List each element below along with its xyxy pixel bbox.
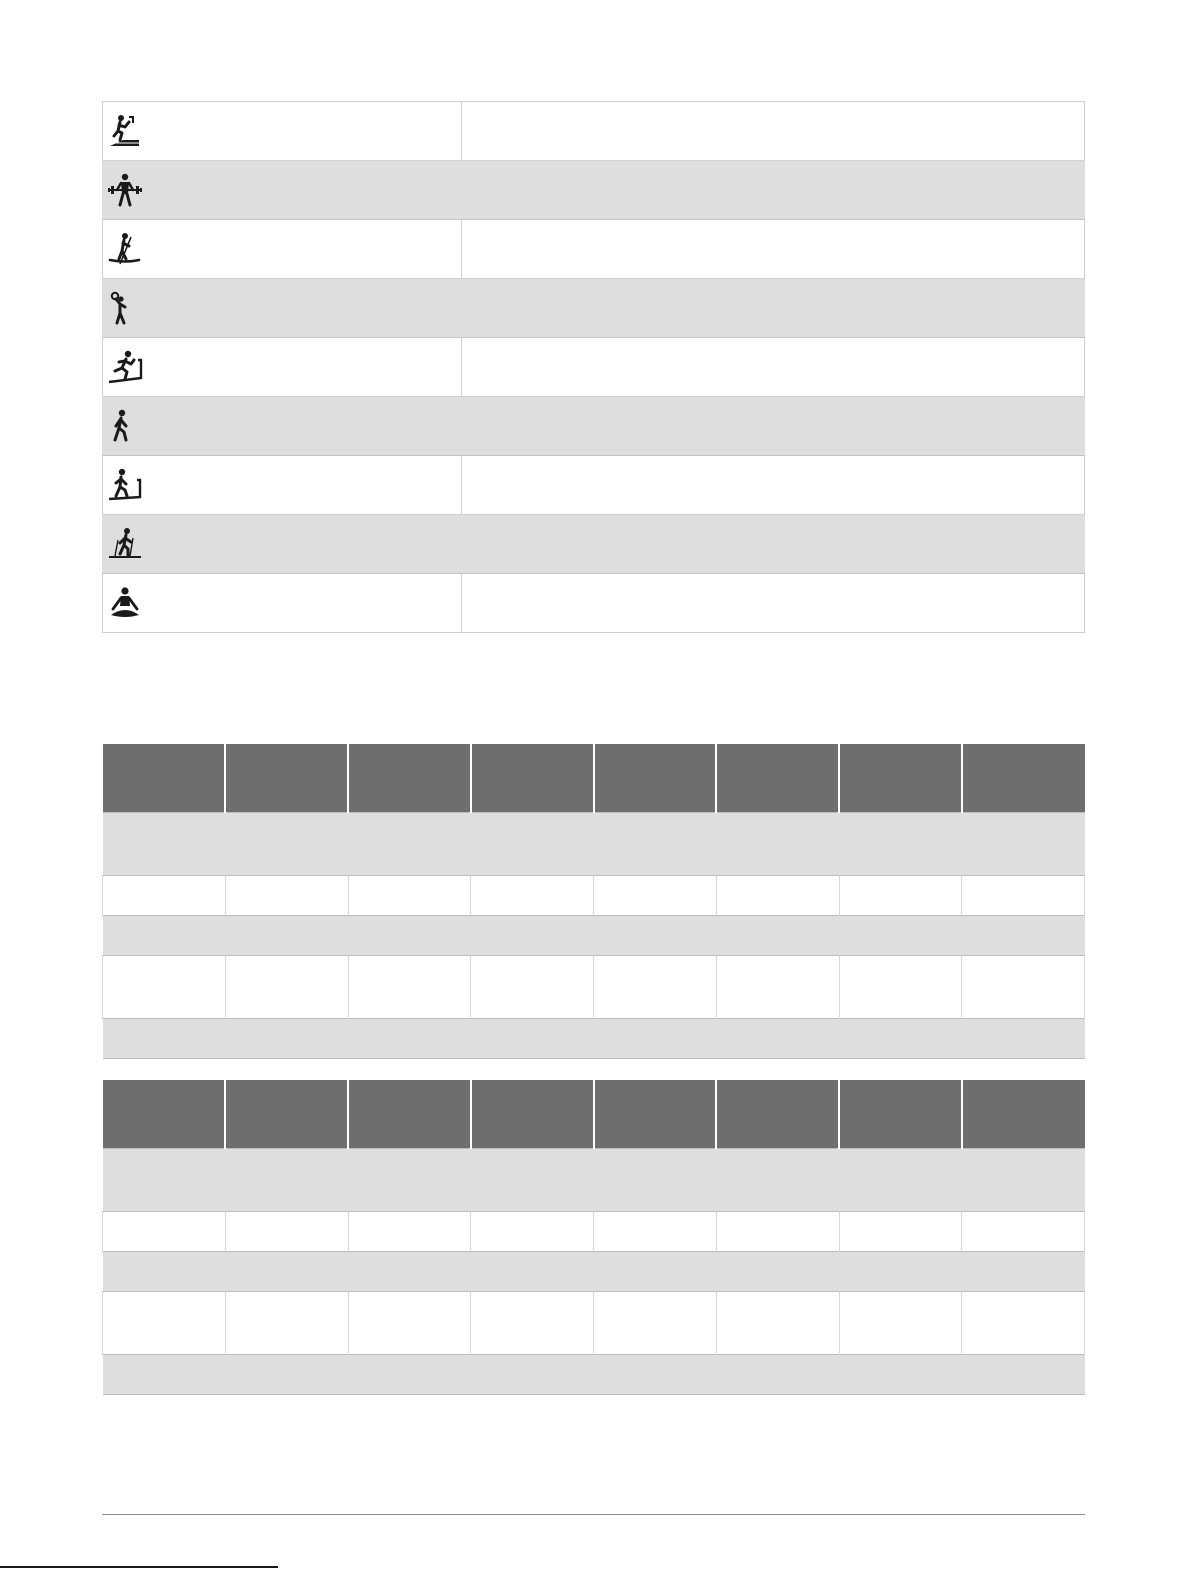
cross-country-skiing-icon bbox=[107, 526, 143, 562]
header-cell bbox=[839, 744, 962, 813]
table-cell bbox=[839, 1292, 962, 1355]
header-cell bbox=[348, 1080, 471, 1149]
stand-up-paddleboarding-icon bbox=[107, 231, 143, 267]
table-cell bbox=[103, 1019, 1085, 1059]
table-cell bbox=[103, 813, 1085, 876]
stair-stepper-icon bbox=[107, 113, 143, 149]
activity-row bbox=[103, 397, 1085, 456]
activity-row bbox=[103, 161, 1085, 220]
table-row bbox=[103, 813, 1085, 876]
table-cell bbox=[103, 876, 226, 916]
header-cell bbox=[716, 1080, 839, 1149]
table-cell bbox=[471, 1292, 594, 1355]
description-cell bbox=[462, 574, 1085, 633]
table-cell bbox=[471, 1212, 594, 1252]
table-cell bbox=[962, 1292, 1085, 1355]
table-cell bbox=[348, 1212, 471, 1252]
table-cell bbox=[962, 1212, 1085, 1252]
activity-row bbox=[103, 102, 1085, 161]
table-row bbox=[103, 1149, 1085, 1212]
header-cell bbox=[103, 744, 226, 813]
table-cell bbox=[103, 1292, 226, 1355]
treadmill-walk-icon bbox=[107, 467, 143, 503]
header-cell bbox=[348, 744, 471, 813]
table-cell bbox=[225, 956, 348, 1019]
table-row bbox=[103, 1292, 1085, 1355]
activity-icon-table bbox=[102, 101, 1085, 633]
icon-cell bbox=[103, 338, 462, 397]
table-cell bbox=[103, 1149, 1085, 1212]
yoga-icon bbox=[107, 585, 143, 621]
table-cell bbox=[471, 876, 594, 916]
activity-row bbox=[103, 515, 1085, 574]
table-cell bbox=[225, 876, 348, 916]
table-header-row bbox=[103, 1080, 1085, 1149]
table-row bbox=[103, 1355, 1085, 1395]
activity-row bbox=[103, 456, 1085, 515]
table-cell bbox=[225, 1292, 348, 1355]
activity-row bbox=[103, 220, 1085, 279]
strength-training-icon bbox=[107, 172, 143, 208]
icon-cell bbox=[103, 279, 1085, 338]
table-row bbox=[103, 1019, 1085, 1059]
table-cell bbox=[839, 956, 962, 1019]
table-cell bbox=[103, 1252, 1085, 1292]
header-cell bbox=[225, 744, 348, 813]
icon-cell bbox=[103, 397, 1085, 456]
table-cell bbox=[103, 956, 226, 1019]
table-header-row bbox=[103, 744, 1085, 813]
table-cell bbox=[716, 956, 839, 1019]
header-cell bbox=[225, 1080, 348, 1149]
table-cell bbox=[716, 876, 839, 916]
icon-cell bbox=[103, 574, 462, 633]
table-cell bbox=[839, 876, 962, 916]
header-cell bbox=[594, 1080, 717, 1149]
data-table-2 bbox=[102, 1080, 1085, 1395]
description-cell bbox=[462, 220, 1085, 279]
table-row bbox=[103, 1252, 1085, 1292]
header-cell bbox=[594, 744, 717, 813]
table-cell bbox=[103, 916, 1085, 956]
table-cell bbox=[716, 1212, 839, 1252]
header-cell bbox=[471, 1080, 594, 1149]
header-cell bbox=[471, 744, 594, 813]
table-row bbox=[103, 916, 1085, 956]
description-cell bbox=[462, 102, 1085, 161]
icon-cell bbox=[103, 220, 462, 279]
table-cell bbox=[103, 1355, 1085, 1395]
table-cell bbox=[594, 956, 717, 1019]
page-edge-rule bbox=[0, 1566, 278, 1568]
table-cell bbox=[594, 1292, 717, 1355]
activity-row bbox=[103, 279, 1085, 338]
activity-row bbox=[103, 574, 1085, 633]
table-cell bbox=[225, 1212, 348, 1252]
table-cell bbox=[471, 956, 594, 1019]
treadmill-run-icon bbox=[107, 349, 143, 385]
header-cell bbox=[716, 744, 839, 813]
tennis-icon bbox=[107, 290, 143, 326]
table-row bbox=[103, 876, 1085, 916]
description-cell bbox=[462, 456, 1085, 515]
footer-divider bbox=[102, 1514, 1085, 1515]
table-cell bbox=[716, 1292, 839, 1355]
table-cell bbox=[348, 956, 471, 1019]
icon-cell bbox=[103, 102, 462, 161]
table-cell bbox=[962, 876, 1085, 916]
walking-icon bbox=[107, 408, 143, 444]
table-row bbox=[103, 1212, 1085, 1252]
description-cell bbox=[462, 338, 1085, 397]
table-cell bbox=[839, 1212, 962, 1252]
table-cell bbox=[103, 1212, 226, 1252]
table-row bbox=[103, 956, 1085, 1019]
activity-row bbox=[103, 338, 1085, 397]
header-cell bbox=[962, 744, 1085, 813]
header-cell bbox=[103, 1080, 226, 1149]
icon-cell bbox=[103, 161, 1085, 220]
table-cell bbox=[348, 876, 471, 916]
header-cell bbox=[962, 1080, 1085, 1149]
icon-cell bbox=[103, 456, 462, 515]
icon-cell bbox=[103, 515, 1085, 574]
header-cell bbox=[839, 1080, 962, 1149]
table-cell bbox=[594, 876, 717, 916]
data-table-1 bbox=[102, 744, 1085, 1059]
table-cell bbox=[594, 1212, 717, 1252]
table-cell bbox=[962, 956, 1085, 1019]
table-cell bbox=[348, 1292, 471, 1355]
